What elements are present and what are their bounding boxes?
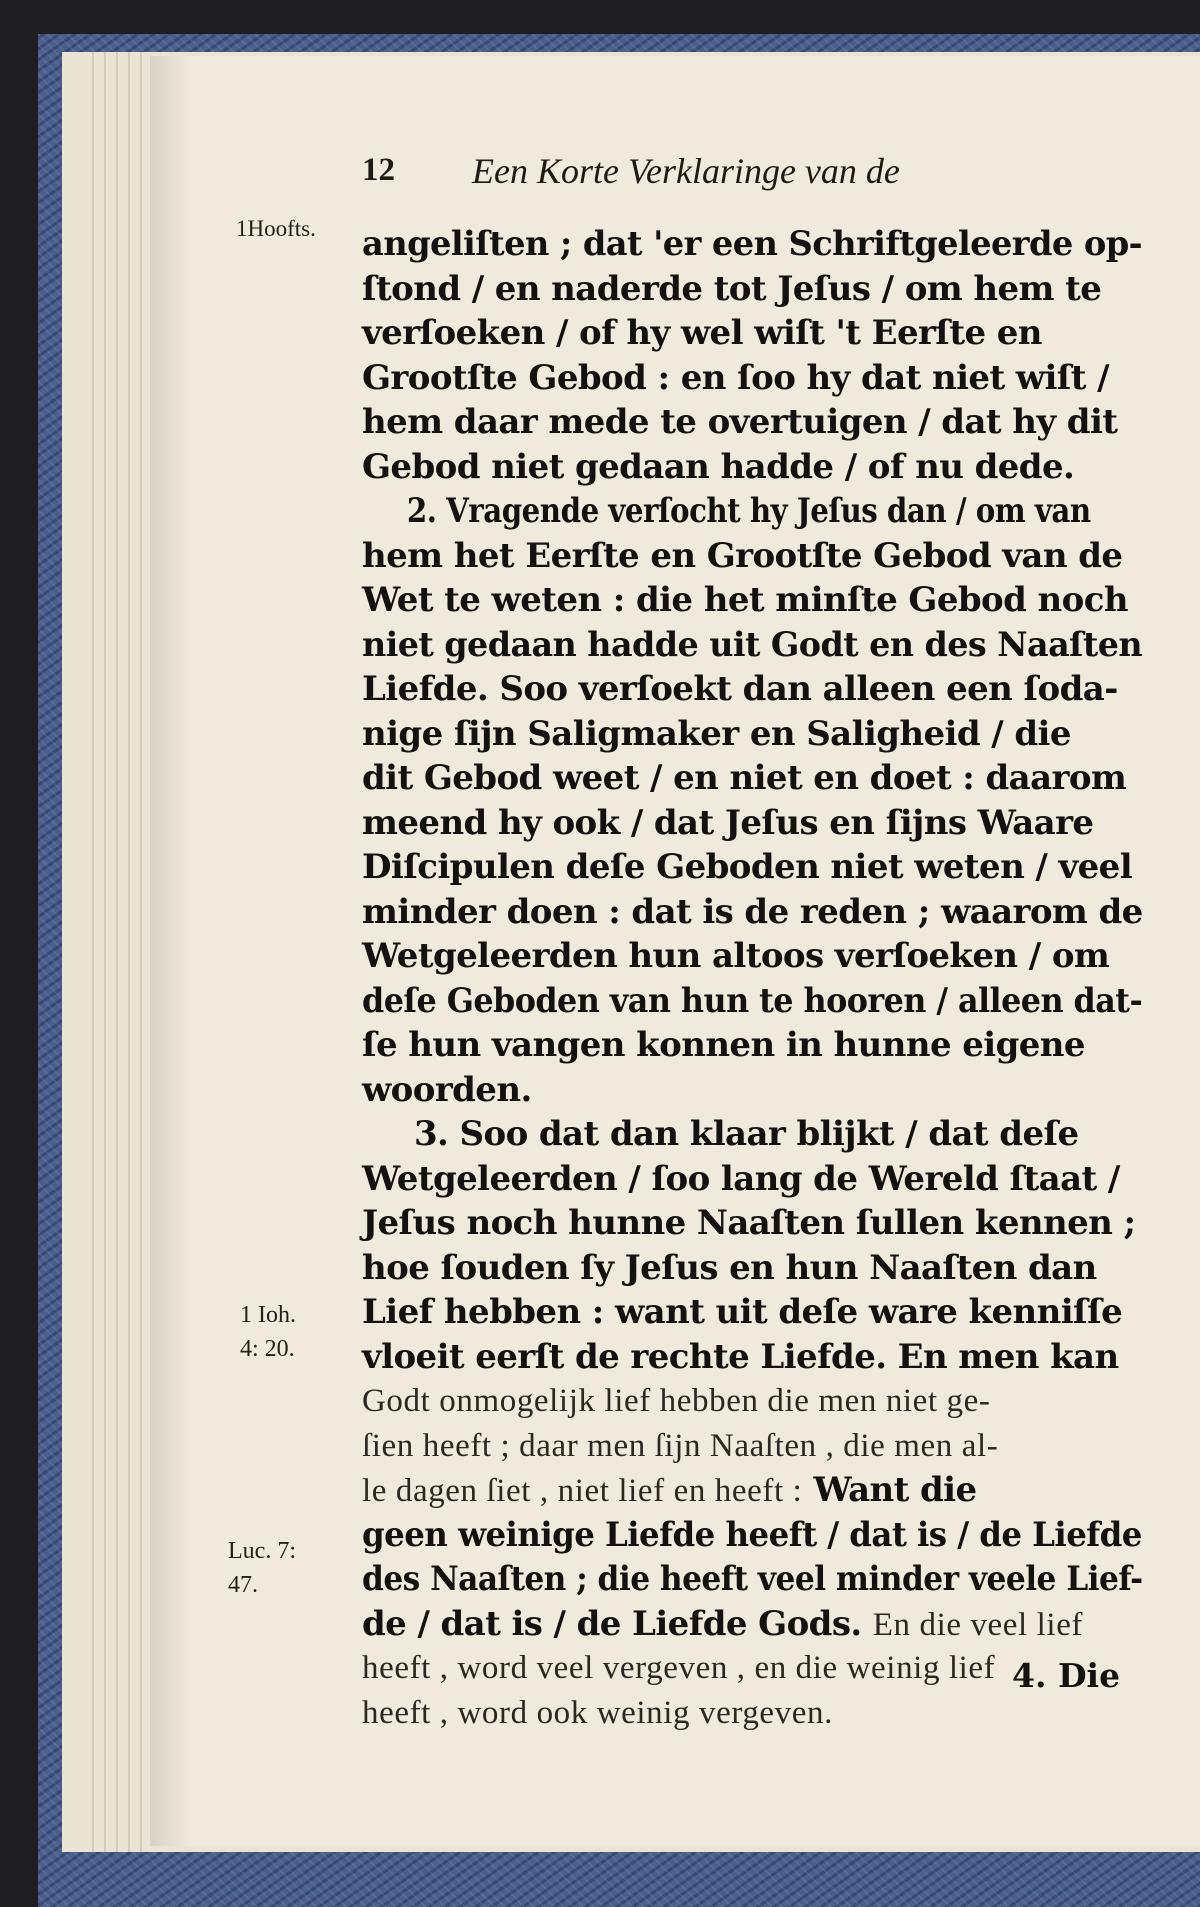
text-line: 2. Vragende verſocht hy Jeſus dan / om van [406, 491, 1091, 531]
margin-note-ref: 47. [228, 1572, 258, 1598]
text-line: heeft , word veel vergeven , en die weinig lief [362, 1650, 996, 1686]
margin-note-ref: 1 Ioh. [240, 1302, 296, 1328]
page-edge-line [104, 52, 106, 1852]
page-number: 12 [362, 152, 395, 188]
page-edge-line [116, 52, 118, 1852]
text-line: Godt onmogelijk lief hebben die men niet ge- [362, 1383, 991, 1419]
text-line: des Naaſten ; die heeft veel minder veele Lief- [362, 1559, 1143, 1599]
margin-note-chapter: 1Hoofts. [236, 216, 316, 241]
text-line: Gebod niet gedaan hadde / of nu dede. [362, 446, 1075, 487]
text-line [362, 1468, 1142, 1513]
text-line: angeliſten ; dat 'er een Schriftgeleerde op- [362, 224, 1143, 264]
catchword: 4. Die [1012, 1656, 1121, 1695]
text-line: ſtond / en naderde tot Jeſus / om hem te [362, 268, 1102, 309]
text-line: Lief hebben : want uit deſe ware kenniſſe [362, 1292, 1123, 1332]
text-segment: de / dat is / de Liefde Gods. [362, 1603, 862, 1644]
text-line: verſoeken / of hy wel wiſt 't Eerſte en [362, 313, 1042, 353]
text-segment: En die veel lief [872, 1606, 1084, 1643]
text-line: meend hy ook / dat Jeſus en ſijns Waare [362, 802, 1094, 843]
text-line: 3. Soo dat dan klaar blijkt / dat deſe [414, 1114, 1079, 1154]
text-line: ſien heeft ; daar men ſijn Naaſten , die men al- [362, 1427, 999, 1464]
page-edge-line [128, 52, 130, 1852]
text-line [362, 1602, 1142, 1647]
text-line: Grootſte Gebod : en ſoo hy dat niet wiſt / [362, 357, 1109, 398]
margin-note-ref: 4: 20. [240, 1336, 295, 1362]
running-title: Een Korte Verklaringe van de [472, 151, 900, 191]
text-segment: le dagen ſiet , niet lief en heeft : [362, 1473, 803, 1509]
text-line: woorden. [362, 1069, 532, 1110]
text-line: deſe Geboden van hun te hooren / alleen dat- [362, 980, 1143, 1021]
text-line: Diſcipulen deſe Geboden niet weten / veel [362, 847, 1133, 887]
text-line: minder doen : dat is de reden ; waarom de [362, 891, 1143, 932]
text-line: Liefde. Soo verſoekt dan alleen een ſoda- [362, 669, 1118, 709]
text-line: Wetgeleerden hun altoos verſoeken / om [362, 936, 1110, 976]
text-line: geen weinige Liefde heeft / dat is / de Liefde [362, 1514, 1142, 1555]
text-line: Wetgeleerden / ſoo lang de Wereld ſtaat / [362, 1158, 1120, 1199]
text-line: hem het Eerſte en Grootſte Gebod van de [362, 535, 1123, 576]
text-line: hoe ſouden ſy Jeſus en hun Naaſten dan [362, 1247, 1097, 1288]
text-line: Jeſus noch hunne Naaſten ſullen kennen ; [362, 1203, 1136, 1243]
body-text [362, 222, 1142, 1735]
text-line: heeft , word ook weinig vergeven. [362, 1694, 833, 1731]
text-line: dit Gebod weet / en niet en doet : daarom [362, 758, 1127, 798]
text-segment: vloeit eerſt de rechte Liefde. [362, 1336, 887, 1377]
text-line: Wet te weten : die het minſte Gebod noch [362, 580, 1128, 620]
text-segment: En men kan [897, 1336, 1119, 1377]
margin-note-ref: Luc. 7: [228, 1538, 296, 1564]
page-edge-line [140, 52, 142, 1852]
text-line [362, 1335, 1142, 1380]
text-line: nige ſijn Saligmaker en Saligheid / die [362, 713, 1071, 754]
text-line: hem daar mede te overtuigen / dat hy dit [362, 402, 1118, 442]
text-line: niet gedaan hadde uit Godt en des Naaſten [362, 624, 1143, 665]
page-edge-line [92, 52, 94, 1852]
text-line: ſe hun vangen konnen in hunne eigene [362, 1025, 1085, 1065]
text-segment: Want die [813, 1470, 977, 1510]
